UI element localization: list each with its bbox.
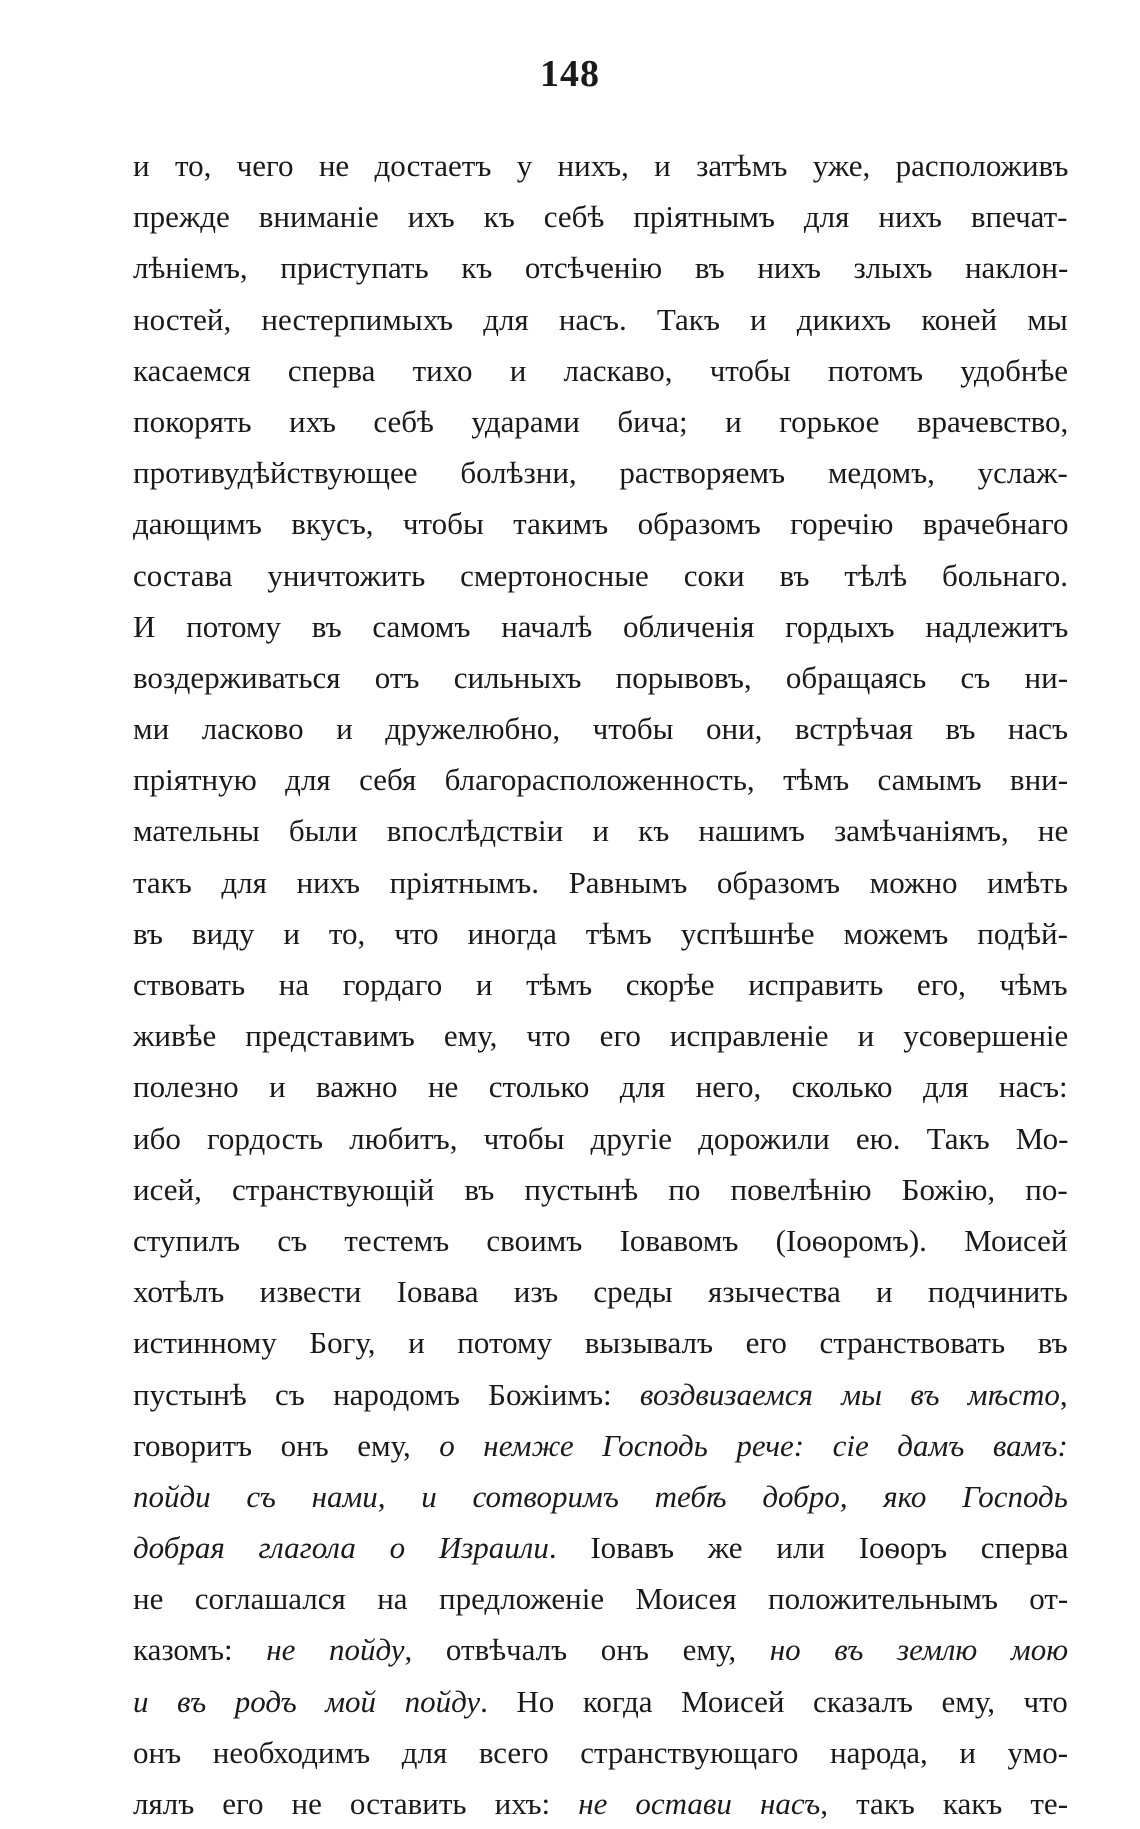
text-line [133,857,1068,908]
text-span: воздерживаться отъ сильныхъ порывовъ, обращаясь съ ни- [133,659,1069,695]
text-span: говоритъ онъ ему, [133,1427,440,1463]
italic-quote: добрая глагола о Израили [133,1530,549,1566]
text-span: , отвѣчалъ онъ ему, [404,1632,770,1668]
text-line [133,447,1068,498]
text-span: ностей, нестерпимыхъ для насъ. Такъ и дикихъ коней мы [133,301,1068,337]
text-span: полезно и важно не столько для него, сколько для насъ: [133,1069,1068,1105]
text-span: такъ для нихъ пріятнымъ. Равнымъ образомъ можно имѣть [133,864,1068,900]
text-span: ибо гордость любитъ, чтобы другіе дорожили ею. Такъ Мо- [133,1120,1069,1156]
text-span: ствовать на гордаго и тѣмъ скорѣе исправить его, чѣмъ [133,967,1068,1002]
text-line [133,1061,1068,1112]
text-line [133,652,1068,703]
text-span: лѣніемъ, приступать къ отсѣченію въ нихъ злыхъ наклон- [133,250,1069,286]
text-span: И потому въ самомъ началѣ обличенія гордыхъ надлежитъ [133,608,1069,644]
text-span: . Іовавъ же или Іоѳоръ сперва [548,1530,1069,1566]
text-span: лялъ его не оставить ихъ: [133,1786,579,1821]
text-span: хотѣлъ извести Іовава изъ среды язычества и подчинить [133,1274,1068,1310]
text-line [133,959,1068,1010]
text-line [133,1420,1068,1471]
text-span: состава уничтожить смертоносные соки въ тѣлѣ больнаго. [133,557,1068,593]
text-line [133,1010,1068,1061]
text-span: . Но когда Моисей сказалъ ему, что [480,1683,1068,1719]
text-line [133,1727,1068,1778]
body-text [133,140,1068,1829]
text-line [133,601,1068,652]
italic-quote: не пойду [266,1632,405,1668]
text-span: противудѣйствующее болѣзни, растворяемъ медомъ, услаж- [133,455,1068,491]
text-span: въ виду и то, что иногда тѣмъ успѣшнѣе можемъ подѣй- [133,915,1068,951]
text-line [133,242,1068,293]
page-number: 148 [540,53,600,95]
text-line [133,1113,1068,1164]
text-line [133,550,1068,601]
text-span: , [1059,1376,1068,1412]
text-span: казомъ: [133,1632,267,1668]
text-span: ми ласково и дружелюбно, чтобы они, встрѣчая въ насъ [133,711,1069,747]
text-span: прежде вниманіе ихъ къ себѣ пріятнымъ для нихъ впечат- [133,199,1068,235]
text-line [133,1164,1068,1215]
text-span: дающимъ вкусъ, чтобы такимъ образомъ горечію врачебнаго [133,506,1069,542]
text-line [133,703,1068,754]
text-line [133,805,1068,856]
italic-quote: не остави насъ [578,1786,821,1821]
text-span: покорять ихъ себѣ ударами бича; и горькое врачевство, [133,403,1069,439]
text-span: , такъ какъ те- [820,1786,1069,1821]
text-span: пустынѣ съ народомъ Божіимъ: [133,1376,640,1412]
text-span: и то, чего не достаетъ у нихъ, и затѣмъ уже, расположивъ [133,148,1069,183]
text-line [133,1317,1068,1368]
text-line [133,908,1068,959]
text-line [133,396,1068,447]
text-span: касаемся сперва тихо и ласкаво, чтобы потомъ удобнѣе [133,352,1069,388]
text-span: истинному Богу, и потому вызывалъ его странствовать въ [133,1325,1068,1361]
text-line [133,1522,1068,1573]
text-line [133,1215,1068,1266]
italic-quote: и въ родъ мой пойду [133,1683,481,1719]
text-line [133,345,1068,396]
text-span: исей, странствующій въ пустынѣ по повелѣнію Божію, по- [133,1171,1068,1207]
italic-quote: о немже Господь рече: сіе дамъ вамъ: [439,1427,1068,1463]
text-span: пріятную для себя благорасположенность, тѣмъ самымъ вни- [133,762,1069,798]
text-span: онъ необходимъ для всего странствующаго народа, и умо- [133,1734,1069,1770]
italic-quote: пойди съ нами, и сотворимъ тебѣ добро, яко Господь [133,1478,1068,1514]
text-span: ступилъ съ тестемъ своимъ Іовавомъ (Іоѳоромъ). Моисей [133,1222,1068,1258]
text-span: живѣе представимъ ему, что его исправленіе и усовершеніе [133,1018,1069,1054]
text-line [133,1624,1068,1675]
text-span: не соглашался на предложеніе Моисея положительнымъ от- [133,1581,1069,1617]
text-line [133,1369,1068,1420]
text-line [133,294,1068,345]
text-line [133,1573,1068,1624]
italic-quote: но въ землю мою [769,1632,1069,1668]
text-line [133,191,1068,242]
text-line [133,498,1068,549]
text-span: мательны были впослѣдствіи и къ нашимъ замѣчаніямъ, не [133,813,1069,849]
text-line [133,1676,1068,1727]
text-line [133,754,1068,805]
italic-quote: воздвизаемся мы въ мѣсто [639,1376,1060,1412]
text-line [133,140,1068,191]
text-line [133,1778,1068,1829]
text-line [133,1266,1068,1317]
text-line [133,1471,1068,1522]
